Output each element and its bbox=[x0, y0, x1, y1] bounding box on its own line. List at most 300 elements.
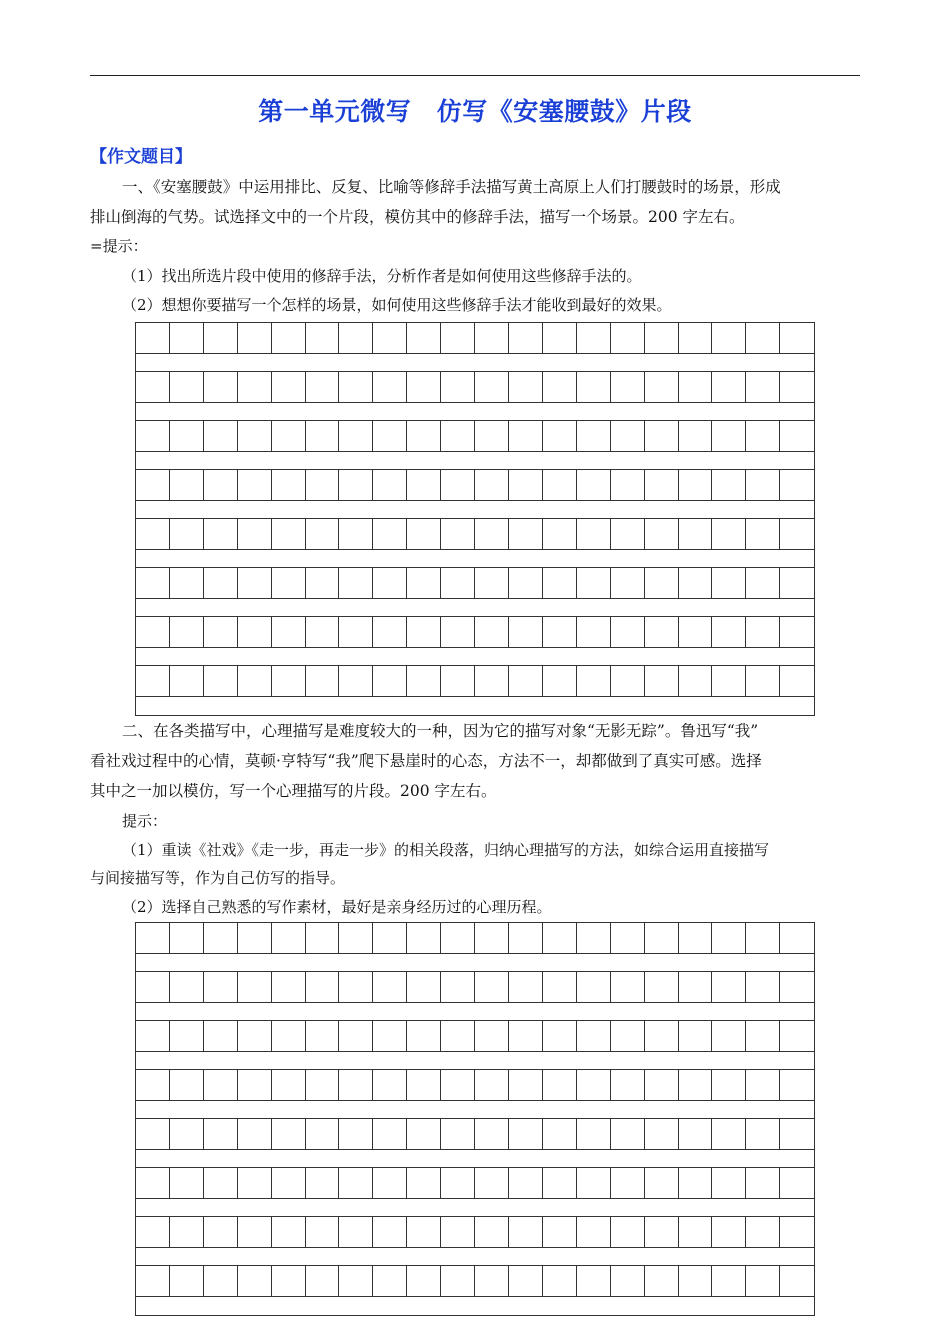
grid-cell[interactable] bbox=[441, 323, 475, 353]
grid-cell[interactable] bbox=[611, 568, 645, 598]
grid-cell[interactable] bbox=[136, 568, 170, 598]
grid-cell[interactable] bbox=[272, 666, 306, 696]
grid-cell[interactable] bbox=[339, 1021, 373, 1051]
grid-cell[interactable] bbox=[712, 1119, 746, 1149]
grid-cell[interactable] bbox=[136, 1266, 170, 1296]
grid-cell[interactable] bbox=[645, 568, 679, 598]
grid-cell[interactable] bbox=[509, 1217, 543, 1247]
grid-cell[interactable] bbox=[373, 1168, 407, 1198]
grid-cell[interactable] bbox=[373, 972, 407, 1002]
grid-cell[interactable] bbox=[475, 1217, 509, 1247]
grid-cell[interactable] bbox=[339, 923, 373, 953]
grid-cell[interactable] bbox=[441, 421, 475, 451]
grid-cell[interactable] bbox=[577, 617, 611, 647]
grid-cell[interactable] bbox=[204, 1021, 238, 1051]
grid-cell[interactable] bbox=[441, 1266, 475, 1296]
grid-cell[interactable] bbox=[475, 1070, 509, 1100]
grid-cell[interactable] bbox=[645, 1070, 679, 1100]
grid-cell[interactable] bbox=[373, 372, 407, 402]
grid-cell[interactable] bbox=[611, 1168, 645, 1198]
grid-cell[interactable] bbox=[238, 972, 272, 1002]
grid-cell[interactable] bbox=[170, 972, 204, 1002]
grid-cell[interactable] bbox=[238, 519, 272, 549]
grid-cell[interactable] bbox=[306, 1070, 340, 1100]
grid-cell[interactable] bbox=[679, 1168, 713, 1198]
grid-cell[interactable] bbox=[272, 1021, 306, 1051]
grid-cell[interactable] bbox=[170, 1168, 204, 1198]
grid-cell[interactable] bbox=[170, 1070, 204, 1100]
grid-cell[interactable] bbox=[577, 1217, 611, 1247]
grid-cell[interactable] bbox=[645, 1217, 679, 1247]
grid-cell[interactable] bbox=[475, 372, 509, 402]
grid-cell[interactable] bbox=[543, 1266, 577, 1296]
grid-cell[interactable] bbox=[746, 1168, 780, 1198]
grid-cell[interactable] bbox=[170, 470, 204, 500]
grid-cell[interactable] bbox=[577, 323, 611, 353]
grid-cell[interactable] bbox=[238, 568, 272, 598]
grid-cell[interactable] bbox=[509, 972, 543, 1002]
grid-cell[interactable] bbox=[645, 519, 679, 549]
grid-cell[interactable] bbox=[306, 972, 340, 1002]
grid-cell[interactable] bbox=[170, 666, 204, 696]
grid-cell[interactable] bbox=[679, 568, 713, 598]
grid-cell[interactable] bbox=[509, 323, 543, 353]
grid-cell[interactable] bbox=[407, 519, 441, 549]
grid-cell[interactable] bbox=[441, 1168, 475, 1198]
grid-cell[interactable] bbox=[373, 617, 407, 647]
grid-cell[interactable] bbox=[611, 323, 645, 353]
grid-cell[interactable] bbox=[339, 1070, 373, 1100]
grid-cell[interactable] bbox=[577, 666, 611, 696]
grid-cell[interactable] bbox=[543, 1119, 577, 1149]
grid-cell[interactable] bbox=[712, 1217, 746, 1247]
grid-cell[interactable] bbox=[204, 1266, 238, 1296]
grid-cell[interactable] bbox=[407, 568, 441, 598]
grid-cell[interactable] bbox=[306, 372, 340, 402]
grid-cell[interactable] bbox=[475, 323, 509, 353]
grid-cell[interactable] bbox=[407, 972, 441, 1002]
grid-cell[interactable] bbox=[611, 1021, 645, 1051]
grid-cell[interactable] bbox=[679, 666, 713, 696]
grid-cell[interactable] bbox=[272, 923, 306, 953]
grid-cell[interactable] bbox=[543, 470, 577, 500]
grid-cell[interactable] bbox=[509, 1168, 543, 1198]
grid-cell[interactable] bbox=[272, 568, 306, 598]
grid-cell[interactable] bbox=[238, 923, 272, 953]
grid-cell[interactable] bbox=[746, 1021, 780, 1051]
grid-cell[interactable] bbox=[272, 1217, 306, 1247]
grid-cell[interactable] bbox=[780, 323, 814, 353]
grid-cell[interactable] bbox=[136, 1168, 170, 1198]
grid-cell[interactable] bbox=[543, 617, 577, 647]
grid-cell[interactable] bbox=[509, 923, 543, 953]
grid-cell[interactable] bbox=[645, 1021, 679, 1051]
grid-cell[interactable] bbox=[204, 617, 238, 647]
grid-cell[interactable] bbox=[679, 1070, 713, 1100]
grid-cell[interactable] bbox=[611, 1217, 645, 1247]
grid-cell[interactable] bbox=[136, 1119, 170, 1149]
grid-cell[interactable] bbox=[272, 1119, 306, 1149]
grid-cell[interactable] bbox=[712, 1266, 746, 1296]
grid-cell[interactable] bbox=[475, 470, 509, 500]
grid-cell[interactable] bbox=[645, 972, 679, 1002]
grid-cell[interactable] bbox=[170, 323, 204, 353]
grid-cell[interactable] bbox=[611, 617, 645, 647]
grid-cell[interactable] bbox=[238, 1266, 272, 1296]
grid-cell[interactable] bbox=[679, 1021, 713, 1051]
grid-cell[interactable] bbox=[645, 421, 679, 451]
grid-cell[interactable] bbox=[373, 1119, 407, 1149]
grid-cell[interactable] bbox=[712, 519, 746, 549]
grid-cell[interactable] bbox=[611, 421, 645, 451]
grid-cell[interactable] bbox=[543, 323, 577, 353]
grid-cell[interactable] bbox=[645, 470, 679, 500]
grid-cell[interactable] bbox=[373, 666, 407, 696]
grid-cell[interactable] bbox=[136, 421, 170, 451]
grid-cell[interactable] bbox=[475, 1021, 509, 1051]
grid-cell[interactable] bbox=[204, 1168, 238, 1198]
grid-cell[interactable] bbox=[339, 421, 373, 451]
grid-cell[interactable] bbox=[780, 1119, 814, 1149]
grid-cell[interactable] bbox=[712, 923, 746, 953]
grid-cell[interactable] bbox=[306, 666, 340, 696]
grid-cell[interactable] bbox=[645, 666, 679, 696]
grid-cell[interactable] bbox=[509, 617, 543, 647]
grid-cell[interactable] bbox=[272, 1070, 306, 1100]
grid-cell[interactable] bbox=[679, 1119, 713, 1149]
grid-cell[interactable] bbox=[407, 323, 441, 353]
grid-cell[interactable] bbox=[136, 470, 170, 500]
grid-cell[interactable] bbox=[272, 972, 306, 1002]
grid-cell[interactable] bbox=[441, 1021, 475, 1051]
grid-cell[interactable] bbox=[170, 372, 204, 402]
grid-cell[interactable] bbox=[306, 1266, 340, 1296]
grid-cell[interactable] bbox=[407, 372, 441, 402]
grid-cell[interactable] bbox=[712, 372, 746, 402]
grid-cell[interactable] bbox=[611, 1070, 645, 1100]
grid-cell[interactable] bbox=[204, 1217, 238, 1247]
grid-cell[interactable] bbox=[373, 1217, 407, 1247]
grid-cell[interactable] bbox=[238, 1070, 272, 1100]
grid-cell[interactable] bbox=[780, 972, 814, 1002]
grid-cell[interactable] bbox=[611, 1266, 645, 1296]
grid-cell[interactable] bbox=[712, 617, 746, 647]
grid-cell[interactable] bbox=[306, 1021, 340, 1051]
grid-cell[interactable] bbox=[441, 617, 475, 647]
grid-cell[interactable] bbox=[238, 323, 272, 353]
grid-cell[interactable] bbox=[679, 1217, 713, 1247]
grid-cell[interactable] bbox=[475, 1266, 509, 1296]
grid-cell[interactable] bbox=[780, 421, 814, 451]
grid-cell[interactable] bbox=[204, 1070, 238, 1100]
grid-cell[interactable] bbox=[611, 923, 645, 953]
grid-cell[interactable] bbox=[441, 666, 475, 696]
grid-cell[interactable] bbox=[306, 421, 340, 451]
grid-cell[interactable] bbox=[272, 1266, 306, 1296]
grid-cell[interactable] bbox=[679, 372, 713, 402]
grid-cell[interactable] bbox=[780, 617, 814, 647]
grid-cell[interactable] bbox=[170, 1217, 204, 1247]
grid-cell[interactable] bbox=[780, 519, 814, 549]
grid-cell[interactable] bbox=[645, 617, 679, 647]
grid-cell[interactable] bbox=[475, 519, 509, 549]
grid-cell[interactable] bbox=[170, 923, 204, 953]
grid-cell[interactable] bbox=[611, 1119, 645, 1149]
grid-cell[interactable] bbox=[509, 1266, 543, 1296]
grid-cell[interactable] bbox=[306, 1119, 340, 1149]
grid-cell[interactable] bbox=[645, 372, 679, 402]
grid-cell[interactable] bbox=[679, 617, 713, 647]
grid-cell[interactable] bbox=[204, 568, 238, 598]
grid-cell[interactable] bbox=[746, 1266, 780, 1296]
grid-cell[interactable] bbox=[712, 1021, 746, 1051]
grid-cell[interactable] bbox=[306, 1217, 340, 1247]
grid-cell[interactable] bbox=[407, 617, 441, 647]
grid-cell[interactable] bbox=[373, 1021, 407, 1051]
grid-cell[interactable] bbox=[577, 519, 611, 549]
grid-cell[interactable] bbox=[509, 519, 543, 549]
grid-cell[interactable] bbox=[712, 568, 746, 598]
grid-cell[interactable] bbox=[170, 421, 204, 451]
grid-cell[interactable] bbox=[238, 1168, 272, 1198]
grid-cell[interactable] bbox=[509, 666, 543, 696]
grid-cell[interactable] bbox=[509, 1021, 543, 1051]
grid-cell[interactable] bbox=[712, 470, 746, 500]
grid-cell[interactable] bbox=[170, 568, 204, 598]
grid-cell[interactable] bbox=[136, 923, 170, 953]
grid-cell[interactable] bbox=[170, 1266, 204, 1296]
grid-cell[interactable] bbox=[577, 421, 611, 451]
grid-cell[interactable] bbox=[780, 1217, 814, 1247]
grid-cell[interactable] bbox=[746, 421, 780, 451]
grid-cell[interactable] bbox=[746, 519, 780, 549]
grid-cell[interactable] bbox=[407, 1070, 441, 1100]
grid-cell[interactable] bbox=[441, 972, 475, 1002]
grid-cell[interactable] bbox=[746, 470, 780, 500]
writing-grid-1[interactable] bbox=[135, 322, 815, 716]
grid-cell[interactable] bbox=[509, 470, 543, 500]
grid-cell[interactable] bbox=[543, 1021, 577, 1051]
grid-cell[interactable] bbox=[746, 666, 780, 696]
grid-cell[interactable] bbox=[407, 1266, 441, 1296]
grid-cell[interactable] bbox=[746, 323, 780, 353]
grid-cell[interactable] bbox=[780, 1266, 814, 1296]
grid-cell[interactable] bbox=[543, 972, 577, 1002]
grid-cell[interactable] bbox=[204, 372, 238, 402]
grid-cell[interactable] bbox=[780, 1168, 814, 1198]
grid-cell[interactable] bbox=[272, 323, 306, 353]
grid-cell[interactable] bbox=[441, 1119, 475, 1149]
grid-cell[interactable] bbox=[679, 923, 713, 953]
grid-cell[interactable] bbox=[746, 923, 780, 953]
grid-cell[interactable] bbox=[780, 568, 814, 598]
grid-cell[interactable] bbox=[306, 568, 340, 598]
grid-cell[interactable] bbox=[543, 568, 577, 598]
grid-cell[interactable] bbox=[170, 1119, 204, 1149]
grid-cell[interactable] bbox=[170, 519, 204, 549]
grid-cell[interactable] bbox=[272, 470, 306, 500]
grid-cell[interactable] bbox=[475, 421, 509, 451]
grid-cell[interactable] bbox=[475, 666, 509, 696]
grid-cell[interactable] bbox=[679, 421, 713, 451]
grid-cell[interactable] bbox=[780, 470, 814, 500]
grid-cell[interactable] bbox=[645, 323, 679, 353]
grid-cell[interactable] bbox=[543, 923, 577, 953]
grid-cell[interactable] bbox=[577, 1168, 611, 1198]
grid-cell[interactable] bbox=[441, 470, 475, 500]
grid-cell[interactable] bbox=[204, 470, 238, 500]
grid-cell[interactable] bbox=[441, 568, 475, 598]
grid-cell[interactable] bbox=[373, 323, 407, 353]
grid-cell[interactable] bbox=[509, 1119, 543, 1149]
grid-cell[interactable] bbox=[373, 1070, 407, 1100]
grid-cell[interactable] bbox=[746, 372, 780, 402]
grid-cell[interactable] bbox=[204, 666, 238, 696]
grid-cell[interactable] bbox=[272, 617, 306, 647]
grid-cell[interactable] bbox=[543, 1217, 577, 1247]
grid-cell[interactable] bbox=[204, 421, 238, 451]
grid-cell[interactable] bbox=[746, 568, 780, 598]
grid-cell[interactable] bbox=[509, 1070, 543, 1100]
grid-cell[interactable] bbox=[577, 1070, 611, 1100]
grid-cell[interactable] bbox=[712, 972, 746, 1002]
grid-cell[interactable] bbox=[204, 1119, 238, 1149]
grid-cell[interactable] bbox=[170, 617, 204, 647]
grid-cell[interactable] bbox=[611, 666, 645, 696]
grid-cell[interactable] bbox=[407, 1168, 441, 1198]
grid-cell[interactable] bbox=[475, 1168, 509, 1198]
grid-cell[interactable] bbox=[306, 1168, 340, 1198]
grid-cell[interactable] bbox=[136, 666, 170, 696]
grid-cell[interactable] bbox=[543, 666, 577, 696]
grid-cell[interactable] bbox=[407, 666, 441, 696]
grid-cell[interactable] bbox=[780, 372, 814, 402]
grid-cell[interactable] bbox=[780, 923, 814, 953]
grid-cell[interactable] bbox=[543, 1168, 577, 1198]
grid-cell[interactable] bbox=[679, 519, 713, 549]
grid-cell[interactable] bbox=[238, 470, 272, 500]
grid-cell[interactable] bbox=[543, 421, 577, 451]
grid-cell[interactable] bbox=[475, 923, 509, 953]
grid-cell[interactable] bbox=[407, 470, 441, 500]
grid-cell[interactable] bbox=[577, 1021, 611, 1051]
grid-cell[interactable] bbox=[577, 372, 611, 402]
grid-cell[interactable] bbox=[577, 1119, 611, 1149]
grid-cell[interactable] bbox=[339, 1119, 373, 1149]
grid-cell[interactable] bbox=[339, 470, 373, 500]
grid-cell[interactable] bbox=[712, 421, 746, 451]
grid-cell[interactable] bbox=[204, 972, 238, 1002]
grid-cell[interactable] bbox=[238, 617, 272, 647]
grid-cell[interactable] bbox=[339, 1266, 373, 1296]
grid-cell[interactable] bbox=[780, 666, 814, 696]
grid-cell[interactable] bbox=[645, 1119, 679, 1149]
grid-cell[interactable] bbox=[204, 519, 238, 549]
grid-cell[interactable] bbox=[407, 1217, 441, 1247]
grid-cell[interactable] bbox=[306, 617, 340, 647]
grid-cell[interactable] bbox=[746, 1070, 780, 1100]
grid-cell[interactable] bbox=[577, 470, 611, 500]
grid-cell[interactable] bbox=[611, 972, 645, 1002]
grid-cell[interactable] bbox=[238, 1119, 272, 1149]
grid-cell[interactable] bbox=[441, 519, 475, 549]
grid-cell[interactable] bbox=[339, 1217, 373, 1247]
grid-cell[interactable] bbox=[272, 421, 306, 451]
grid-cell[interactable] bbox=[339, 972, 373, 1002]
grid-cell[interactable] bbox=[475, 568, 509, 598]
grid-cell[interactable] bbox=[407, 923, 441, 953]
grid-cell[interactable] bbox=[238, 372, 272, 402]
grid-cell[interactable] bbox=[679, 1266, 713, 1296]
grid-cell[interactable] bbox=[611, 470, 645, 500]
grid-cell[interactable] bbox=[339, 1168, 373, 1198]
grid-cell[interactable] bbox=[136, 372, 170, 402]
grid-cell[interactable] bbox=[136, 1217, 170, 1247]
grid-cell[interactable] bbox=[339, 519, 373, 549]
grid-cell[interactable] bbox=[746, 972, 780, 1002]
grid-cell[interactable] bbox=[204, 323, 238, 353]
grid-cell[interactable] bbox=[136, 323, 170, 353]
grid-cell[interactable] bbox=[441, 1217, 475, 1247]
grid-cell[interactable] bbox=[679, 972, 713, 1002]
grid-cell[interactable] bbox=[373, 519, 407, 549]
grid-cell[interactable] bbox=[238, 1021, 272, 1051]
grid-cell[interactable] bbox=[441, 923, 475, 953]
grid-cell[interactable] bbox=[170, 1021, 204, 1051]
grid-cell[interactable] bbox=[136, 1070, 170, 1100]
grid-cell[interactable] bbox=[339, 617, 373, 647]
grid-cell[interactable] bbox=[645, 923, 679, 953]
grid-cell[interactable] bbox=[306, 470, 340, 500]
grid-cell[interactable] bbox=[373, 421, 407, 451]
grid-cell[interactable] bbox=[373, 470, 407, 500]
grid-cell[interactable] bbox=[645, 1266, 679, 1296]
grid-cell[interactable] bbox=[509, 568, 543, 598]
grid-cell[interactable] bbox=[339, 666, 373, 696]
grid-cell[interactable] bbox=[306, 923, 340, 953]
grid-cell[interactable] bbox=[746, 617, 780, 647]
grid-cell[interactable] bbox=[645, 1168, 679, 1198]
grid-cell[interactable] bbox=[441, 1070, 475, 1100]
grid-cell[interactable] bbox=[373, 923, 407, 953]
grid-cell[interactable] bbox=[509, 372, 543, 402]
grid-cell[interactable] bbox=[611, 372, 645, 402]
grid-cell[interactable] bbox=[780, 1070, 814, 1100]
grid-cell[interactable] bbox=[407, 421, 441, 451]
grid-cell[interactable] bbox=[679, 323, 713, 353]
grid-cell[interactable] bbox=[577, 923, 611, 953]
grid-cell[interactable] bbox=[339, 372, 373, 402]
grid-cell[interactable] bbox=[272, 519, 306, 549]
grid-cell[interactable] bbox=[577, 1266, 611, 1296]
grid-cell[interactable] bbox=[373, 1266, 407, 1296]
grid-cell[interactable] bbox=[136, 617, 170, 647]
grid-cell[interactable] bbox=[136, 972, 170, 1002]
grid-cell[interactable] bbox=[577, 972, 611, 1002]
grid-cell[interactable] bbox=[679, 470, 713, 500]
grid-cell[interactable] bbox=[441, 372, 475, 402]
grid-cell[interactable] bbox=[712, 323, 746, 353]
grid-cell[interactable] bbox=[475, 617, 509, 647]
grid-cell[interactable] bbox=[407, 1021, 441, 1051]
grid-cell[interactable] bbox=[780, 1021, 814, 1051]
grid-cell[interactable] bbox=[238, 1217, 272, 1247]
grid-cell[interactable] bbox=[543, 519, 577, 549]
grid-cell[interactable] bbox=[712, 666, 746, 696]
grid-cell[interactable] bbox=[306, 323, 340, 353]
grid-cell[interactable] bbox=[272, 372, 306, 402]
grid-cell[interactable] bbox=[339, 323, 373, 353]
